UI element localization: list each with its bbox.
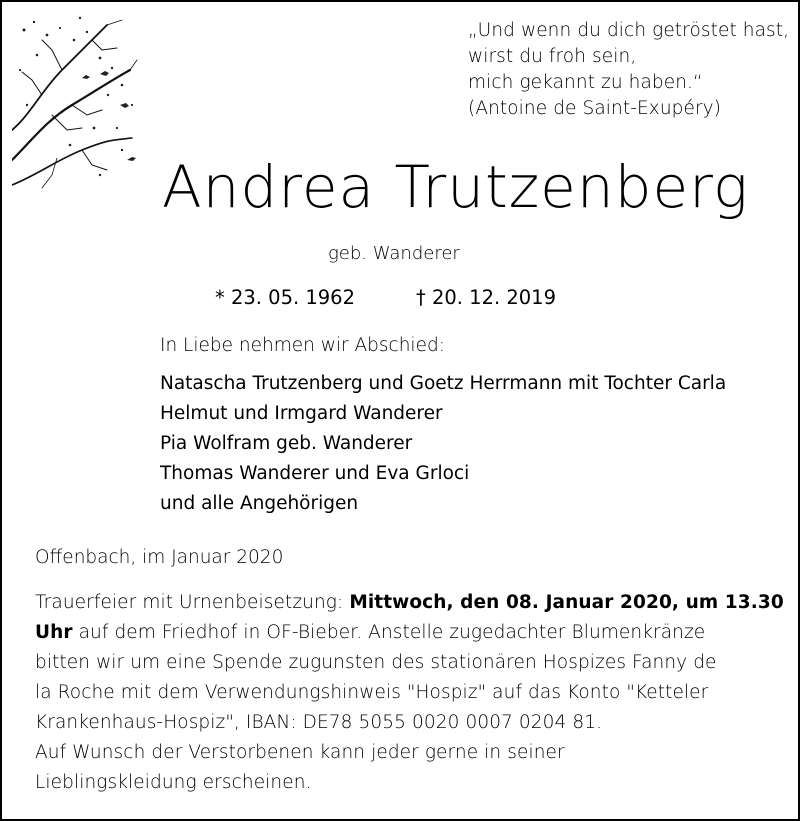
ceremony-intro: Trauerfeier mit Urnenbeisetzung: <box>35 592 350 613</box>
maiden-name: geb. Wanderer <box>328 243 460 264</box>
ceremony-line: Lieblingskleidung erscheinen. <box>35 772 312 793</box>
quote-line: mich gekannt zu haben.“ <box>468 72 703 93</box>
death-date: † 20. 12. 2019 <box>416 286 556 309</box>
ceremony-time-suffix: Uhr <box>35 622 73 643</box>
deceased-name: Andrea Trutzenberg <box>162 153 749 221</box>
quote-line: wirst du froh sein, <box>468 46 637 67</box>
quote-line: „Und wenn du dich getröstet hast, <box>468 20 790 41</box>
ceremony-line: bitten wir um eine Spende zugunsten des stationären Hospizes Fanny de <box>35 652 717 673</box>
mourner-line: Helmut und Irmgard Wanderer <box>160 403 443 424</box>
ceremony-text <box>35 588 785 798</box>
ceremony-date-time: Mittwoch, den 08. Januar 2020, um 13.30 <box>349 592 784 613</box>
ceremony-line <box>35 618 785 648</box>
tree-with-birds-illustration <box>12 10 142 195</box>
ceremony-location: auf dem Friedhof in OF-Bieber. Anstelle zugedachter Blumenkränze <box>72 622 706 643</box>
birth-date: * 23. 05. 1962 <box>215 286 355 309</box>
farewell-intro: In Liebe nehmen wir Abschied: <box>160 335 445 356</box>
ceremony-line: Auf Wunsch der Verstorbenen kann jeder gerne in seiner <box>35 742 565 763</box>
ceremony-line <box>35 588 785 618</box>
mourner-line: Natascha Trutzenberg und Goetz Herrmann mit Tochter Carla <box>160 373 727 394</box>
ceremony-line: la Roche mit dem Verwendungshinweis "Hospiz" auf das Konto "Ketteler <box>35 682 709 703</box>
quote-block <box>468 18 793 122</box>
mourner-line: Thomas Wanderer und Eva Grloci <box>160 463 470 484</box>
mourner-line: Pia Wolfram geb. Wanderer <box>160 433 413 454</box>
place-date: Offenbach, im Januar 2020 <box>35 547 284 568</box>
quote-author: (Antoine de Saint-Exupéry) <box>468 98 722 119</box>
mourner-line: und alle Angehörigen <box>160 493 359 514</box>
ceremony-line: Krankenhaus-Hospiz", IBAN: DE78 5055 0020 0007 0204 81. <box>35 712 603 733</box>
mourners-list <box>160 369 726 519</box>
